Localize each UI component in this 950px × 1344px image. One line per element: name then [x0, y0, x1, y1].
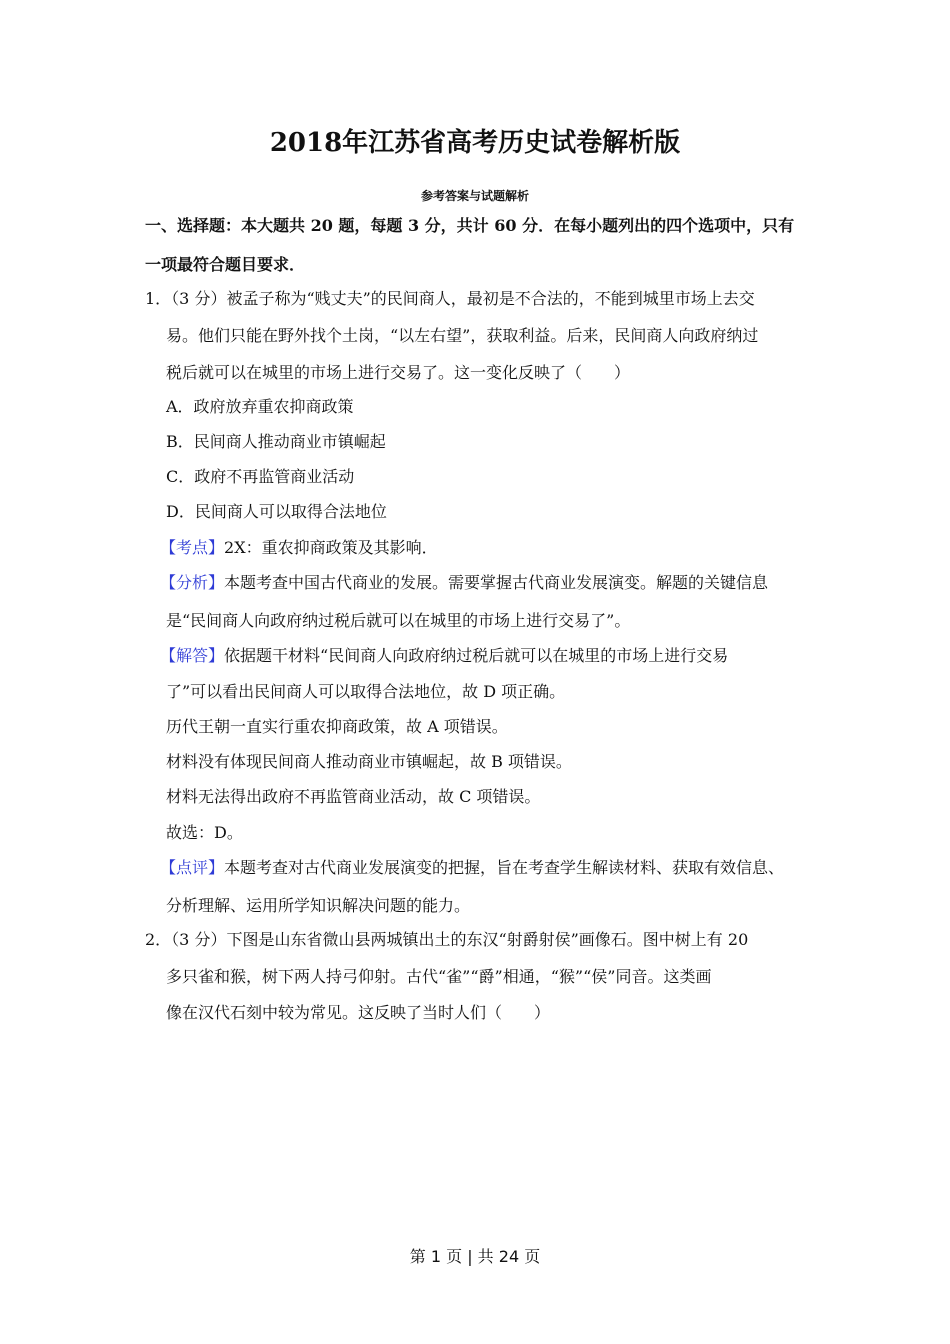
q2-stem-line-2: 多只雀和猴，树下两人持弓仰射。古代“雀”“爵”相通，“猴”“侯”同音。这类画: [166, 967, 712, 986]
q1-option-b: B．民间商人推动商业市镇崛起: [166, 432, 386, 451]
q1-fenxi-line-1: [160, 572, 768, 594]
dianping-text-1: 本题考查对古代商业发展演变的把握，旨在考查学生解读材料、获取有效信息、: [224, 858, 785, 877]
kaodian-tag: 【考点】: [160, 538, 225, 557]
q1-stem-line-3: 税后就可以在城里的市场上进行交易了。这一变化反映了（ ）: [166, 363, 631, 382]
q1-option-a: A．政府放弃重农抑商政策: [166, 397, 354, 416]
q1-jieda-line-2: 了”可以看出民间商人可以取得合法地位，故 D 项正确。: [166, 682, 566, 701]
q1-dianping-line-1: [160, 857, 784, 879]
q1-dianping-line-2: 分析理解、运用所学知识解决问题的能力。: [166, 896, 471, 915]
q1-fenxi-line-2: 是“民间商人向政府纳过税后就可以在城里的市场上进行交易了”。: [166, 611, 631, 630]
section-heading-line-2: 一项最符合题目要求．: [145, 255, 306, 274]
q1-stem-line-2: 易。他们只能在野外找个土岗，“以左右望”，获取利益。后来，民间商人向政府纳过: [166, 326, 759, 345]
q2-stem-line-3: 像在汉代石刻中较为常见。这反映了当时人们（ ）: [166, 1003, 551, 1022]
dianping-tag: 【点评】: [160, 858, 225, 877]
q1-jieda-line-1: [160, 645, 728, 667]
q1-option-c: C．政府不再监管商业活动: [166, 467, 355, 486]
fenxi-text-1: 本题考查中国古代商业的发展。需要掌握古代商业发展演变。解题的关键信息: [224, 573, 769, 592]
q1-kaodian: [160, 537, 438, 559]
section-heading-line-1: 一、选择题：本大题共 20 题，每题 3 分，共计 60 分．在每小题列出的四个选项中，只有: [145, 216, 795, 235]
q1-jieda-line-5: 材料无法得出政府不再监管商业活动，故 C 项错误。: [166, 787, 541, 806]
kaodian-text: 2X：重农抑商政策及其影响．: [224, 538, 438, 557]
page-footer: 第 1 页 | 共 24 页: [409, 1247, 541, 1266]
q1-option-d: D．民间商人可以取得合法地位: [166, 502, 387, 521]
fenxi-tag: 【分析】: [160, 573, 225, 592]
q1-jieda-line-4: 材料没有体现民间商人推动商业市镇崛起，故 B 项错误。: [166, 752, 572, 771]
jieda-tag: 【解答】: [160, 646, 225, 665]
jieda-text-1: 依据题干材料“民间商人向政府纳过税后就可以在城里的市场上进行交易: [224, 646, 729, 665]
subtitle: 参考答案与试题解析: [420, 189, 529, 203]
q2-stem-line-1: 2．（3 分）下图是山东省微山县两城镇出土的东汉“射爵射侯”画像石。图中树上有 20: [145, 930, 749, 949]
q1-jieda-line-6: 故选：D。: [166, 823, 243, 842]
page-title: 2018年江苏省高考历史试卷解析版: [269, 128, 681, 158]
q1-jieda-line-3: 历代王朝一直实行重农抑商政策，故 A 项错误。: [166, 717, 508, 736]
q1-stem-line-1: 1．（3 分）被孟子称为“贱丈夫”的民间商人，最初是不合法的，不能到城里市场上去交: [145, 289, 755, 308]
